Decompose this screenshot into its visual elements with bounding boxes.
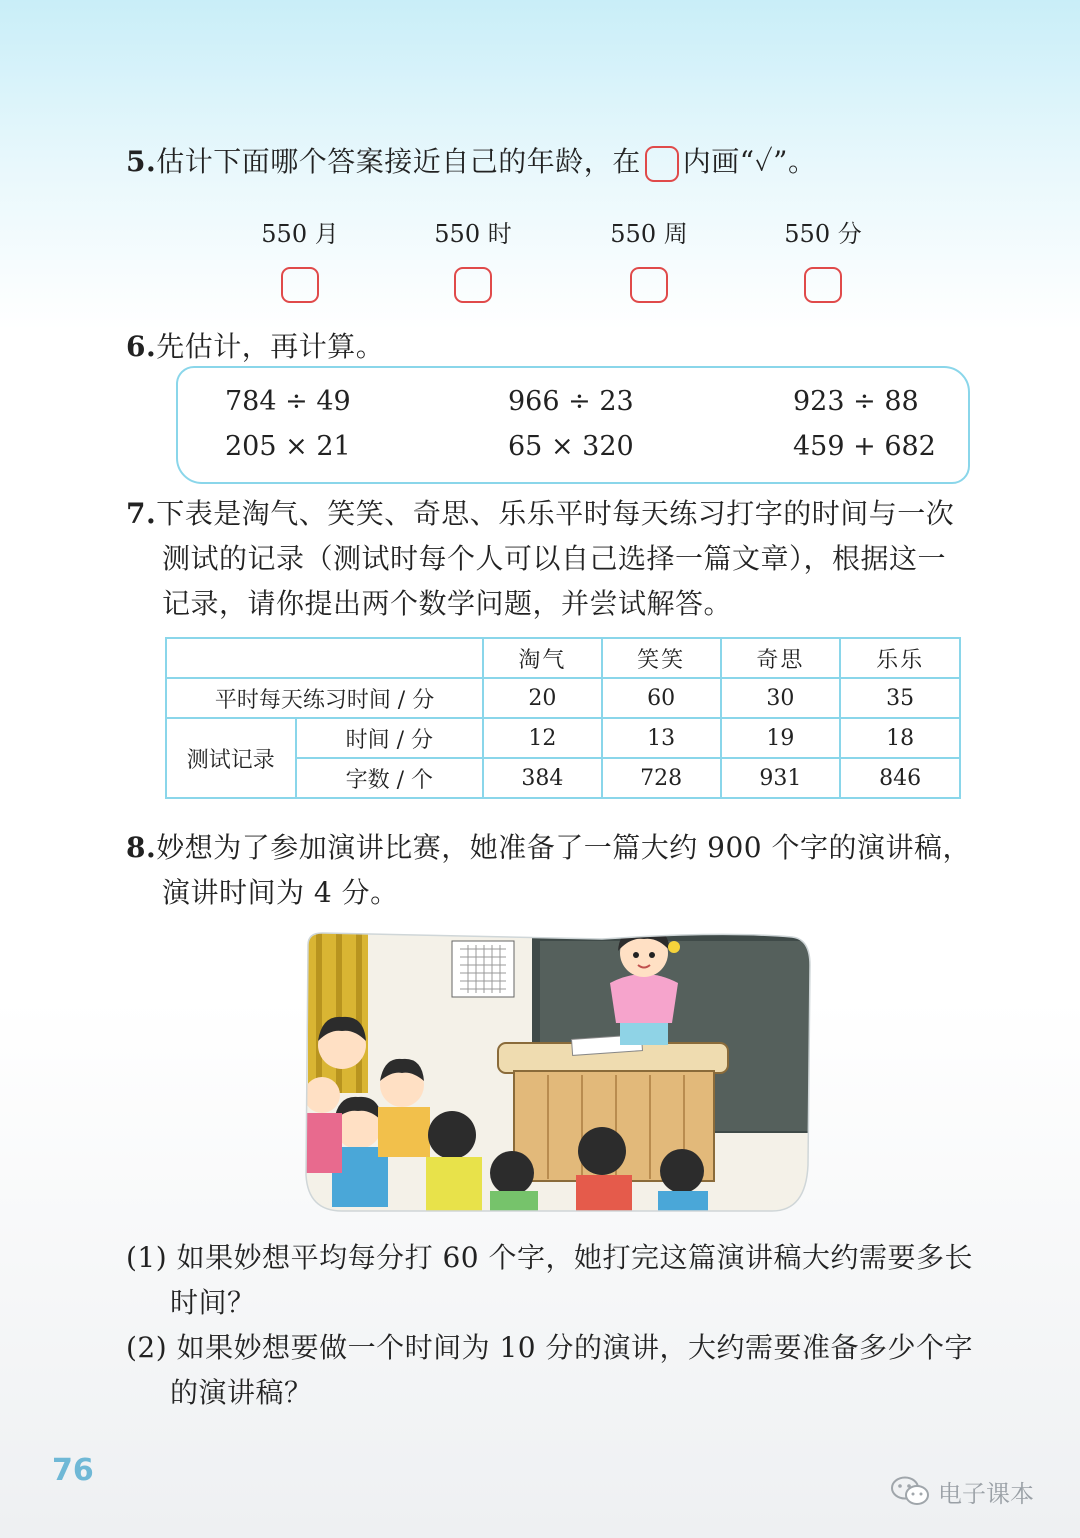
q8-sub2-line-1: (2) 如果妙想要做一个时间为 10 分的演讲，大约需要准备多少个字: [126, 1331, 973, 1364]
q6-number: 6.: [126, 330, 157, 363]
q5-number: 5.: [126, 145, 157, 178]
q5-option-4: [768, 214, 878, 303]
answer-box[interactable]: [804, 267, 842, 303]
answer-box[interactable]: [454, 267, 492, 303]
table-cell: 846: [840, 758, 960, 798]
watermark: [890, 1473, 1034, 1509]
header-lele: 乐乐: [840, 638, 960, 678]
table-cell: 20: [483, 678, 602, 718]
table-cell: 13: [602, 718, 721, 758]
table-row: [166, 678, 960, 718]
q5-prompt: [126, 140, 816, 182]
answer-box[interactable]: [630, 267, 668, 303]
answer-box[interactable]: [281, 267, 319, 303]
q7-number: 7.: [126, 497, 157, 530]
header-qisi: 奇思: [721, 638, 841, 678]
calc-panel: [176, 366, 970, 484]
q5-option-2: [418, 214, 528, 303]
table-cell: 728: [602, 758, 721, 798]
calc-item: 966 ÷ 23: [508, 386, 634, 417]
q8-sub1-line-2: 时间？: [170, 1286, 256, 1319]
q7-line-3: 记录，请你提出两个数学问题，并尝试解答。: [162, 587, 733, 620]
q6-prompt: [126, 325, 384, 365]
q5-option-label: 550 月: [261, 220, 339, 248]
q5-text-after: 内画“✓”。: [682, 145, 817, 178]
calc-item: 65 × 320: [508, 431, 634, 462]
typing-record-table: [165, 637, 961, 799]
table-cell: 19: [721, 718, 841, 758]
table-cell: 931: [721, 758, 841, 798]
calc-item: 205 × 21: [225, 431, 351, 462]
time-label: 时间 / 分: [296, 718, 483, 758]
q7-line-1: [126, 492, 954, 532]
q8-sub1-line-1: (1) 如果妙想平均每分打 60 个字，她打完这篇演讲稿大约需要多长: [126, 1241, 973, 1274]
header-taoqi: 淘气: [483, 638, 602, 678]
table-header-row: [166, 638, 960, 678]
table-cell: 384: [483, 758, 602, 798]
q5-option-3: [594, 214, 704, 303]
table-row: [166, 718, 960, 758]
q5-option-label: 550 周: [610, 220, 688, 248]
calc-item: 923 ÷ 88: [793, 386, 919, 417]
q5-option-label: 550 时: [434, 220, 512, 248]
table-cell: 60: [602, 678, 721, 718]
daily-label: 平时每天练习时间 / 分: [166, 678, 483, 718]
table-cell: 30: [721, 678, 841, 718]
test-label: 测试记录: [166, 718, 296, 798]
header-xiaoxiao: 笑笑: [602, 638, 721, 678]
table-cell: 18: [840, 718, 960, 758]
q7-text: 下表是淘气、笑笑、奇思、乐乐平时每天练习打字的时间与一次: [156, 497, 955, 530]
inline-check-box-icon: [645, 146, 679, 182]
q8-number: 8.: [126, 831, 157, 864]
calc-item: 784 ÷ 49: [225, 386, 351, 417]
calc-item: 459 + 682: [793, 431, 936, 462]
table-cell: 35: [840, 678, 960, 718]
q5-option-label: 550 分: [784, 220, 862, 248]
q6-text: 先估计，再计算。: [156, 330, 385, 363]
table-cell: 12: [483, 718, 602, 758]
q8-text: 妙想为了参加演讲比赛，她准备了一篇大约 900 个字的演讲稿，: [156, 831, 971, 864]
q7-line-2: 测试的记录（测试时每个人可以自己选择一篇文章），根据这一: [162, 542, 947, 575]
watermark-text: 电子课本: [938, 1479, 1034, 1508]
q5-option-1: [245, 214, 355, 303]
wechat-icon: [890, 1475, 930, 1507]
speech-classroom-illustration: [302, 925, 814, 1215]
table-corner-cell: [166, 638, 483, 678]
q8-line-2: 演讲时间为 4 分。: [162, 876, 399, 909]
q5-text-before: 估计下面哪个答案接近自己的年龄，在: [156, 145, 641, 178]
q8-line-1: [126, 826, 971, 866]
words-label: 字数 / 个: [296, 758, 483, 798]
q8-sub2-line-2: 的演讲稿？: [170, 1376, 313, 1409]
page-number: 76: [52, 1453, 94, 1488]
